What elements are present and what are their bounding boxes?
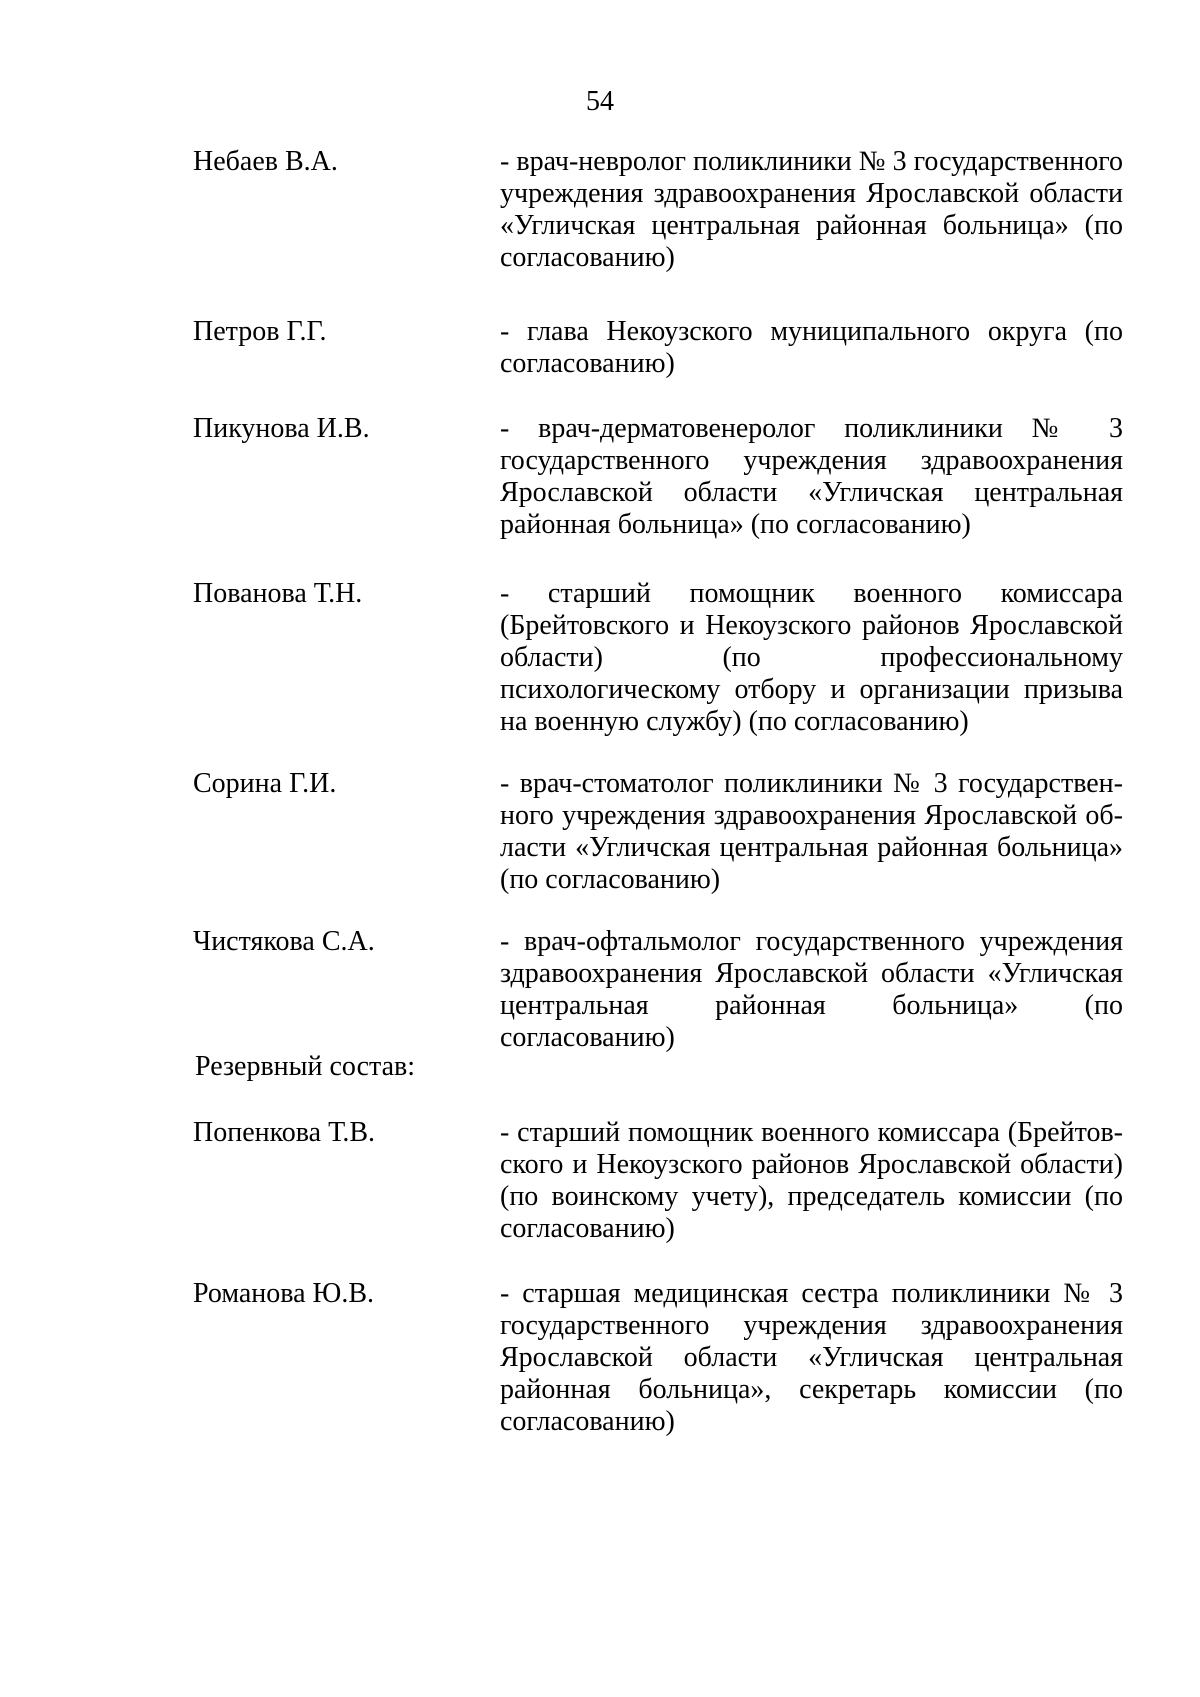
member-position: - врач-стоматолог поликлиники № 3 государствен-ного учреждения здравоохранения Ярославской об-ласти «Угличская центральная районная больница» (по согласованию) bbox=[500, 768, 1123, 895]
member-position: - старший помощник военного комиссара (Брейтовского и Некоузского районов Ярославской области) (по профессиональному психологическому отбору и организации призыва на военную службу) (по согласованию) bbox=[500, 578, 1123, 737]
member-name: Пикунова И.В. bbox=[193, 413, 370, 444]
member-name: Пованова Т.Н. bbox=[193, 578, 363, 609]
reserve-section-heading: Резервный состав: bbox=[195, 1051, 416, 1082]
page-number: 54 bbox=[586, 86, 614, 117]
member-position: - старший помощник военного комиссара (Брейтов-ского и Некоузского районов Ярославской области) (по воинскому учету), председатель комиссии (по согласованию) bbox=[500, 1117, 1123, 1244]
member-name: Петров Г.Г. bbox=[193, 316, 327, 347]
member-position: - глава Некоузского муниципального округа (по согласованию) bbox=[500, 316, 1123, 379]
member-name: Небаев В.А. bbox=[193, 146, 338, 177]
member-name: Чистякова С.А. bbox=[193, 926, 375, 957]
member-name: Попенкова Т.В. bbox=[193, 1117, 376, 1148]
member-position: - старшая медицинская сестра поликлиники № 3 государственного учреждения здравоохранения Ярославской области «Угличская центральная районная больница», секретарь комиссии (по согласованию) bbox=[500, 1278, 1123, 1437]
member-name: Сорина Г.И. bbox=[193, 768, 337, 799]
member-position: - врач-офтальмолог государственного учреждения здравоохранения Ярославской области «Угличская центральная районная больница» (по согласованию) bbox=[500, 926, 1123, 1053]
member-name: Романова Ю.В. bbox=[193, 1278, 375, 1309]
member-position: - врач-дерматовенеролог поликлиники № 3 государственного учреждения здравоохранения Ярославской области «Угличская центральная районная больница» (по согласованию) bbox=[500, 413, 1123, 540]
member-position: - врач-невролог поликлиники № 3 государственного учреждения здравоохранения Ярославской области «Угличская центральная районная больница» (по согласованию) bbox=[500, 146, 1123, 273]
